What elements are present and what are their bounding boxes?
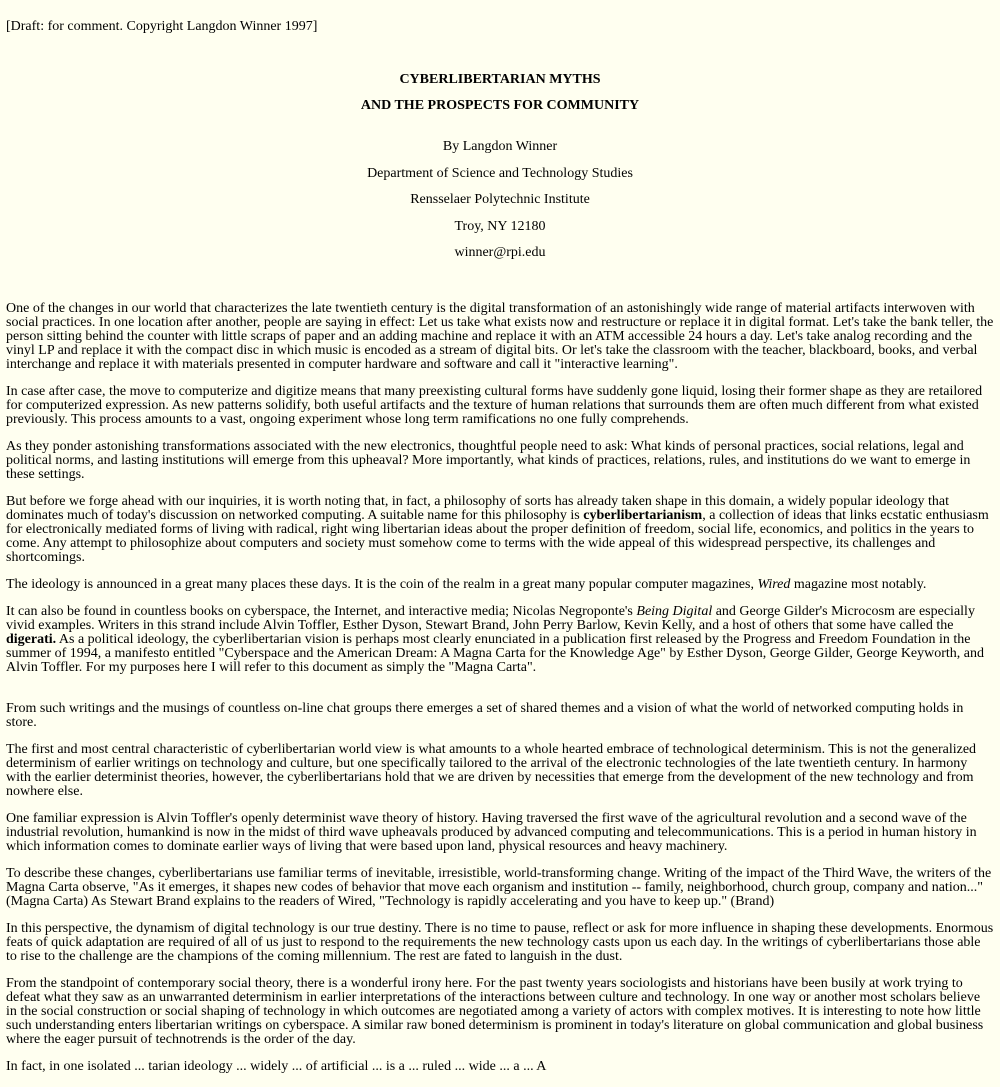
- paragraph-8: The first and most central characteristic of cyberlibertarian world view is what amounts to a whole hearted embrace of technological determinism. This is not the generalized determinism of earlier writings on technology and culture, but one specifically tailored to the arrival of the electronic technologies of the late twentieth century. In harmony with the earlier determinist theories, however, the cyberlibertarians hold that we are driven by necessities that emerge from the development of the new technology and from nowhere else.: [6, 742, 977, 799]
- paragraph-6-text-b: and George Gilder's Microcosm are especially vivid examples. Writers in this strand include Alvin Toffler, Esther Dyson, Stewart Brand, John Perry Barlow, Kevin Kelly, and a host of others that some have called the: [6, 604, 975, 633]
- paragraph-4-text-a: But before we forge ahead with our inquiries, it is worth noting that, in fact, a philosophy of sorts has already taken shape in this domain, a widely popular ideology that dominates much of today's discussion on networked computing. A suitable name for this philosophy is: [6, 494, 949, 523]
- paragraph-3: As they ponder astonishing transformations associated with the new electronics, thoughtful people need to ask: What kinds of personal practices, social relations, legal and political norms, and lasting institutions will emerge from this upheaval? More importantly, what kinds of practices, relations, rules, and institutions do we want to emerge in these settings.: [6, 439, 971, 482]
- title-being-digital: Being Digital: [636, 604, 713, 619]
- paragraph-11: In this perspective, the dynamism of digital technology is our true destiny. There is no time to pause, reflect or ask for more influence in shaping these developments. Enormous feats of quick adaptation are required of all of us just to respond to the requirements the new technology casts upon us each day. In the writings of cyberlibertarians those able to rise to the challenge are the champions of the coming millennium. The rest are fated to languish in the dust.: [6, 921, 994, 964]
- paragraph-4: [6, 495, 994, 565]
- paragraph-4-text-b: , a collection of ideas that links ecstatic enthusiasm for electronically mediated forms of living with radical, right wing libertarian ideas about the proper definition of freedom, social life, economics, and politics in the years to come. Any attempt to philosophize about computers and society must somehow come to terms with the wide appeal of this widespread perspective, its challenges and shortcomings.: [6, 508, 989, 565]
- author-email[interactable]: winner@rpi.edu: [454, 245, 546, 260]
- paragraph-6: [6, 605, 994, 675]
- author-byline: By Langdon Winner: [442, 139, 558, 154]
- title-line-2: AND THE PROSPECTS FOR COMMUNITY: [360, 98, 640, 113]
- term-digerati: digerati.: [6, 632, 57, 647]
- paragraph-6-text-c: As a political ideology, the cyberlibertarian vision is perhaps most clearly enunciated in a publication first released by the Progress and Freedom Foundation in the summer of 1994, a manifesto entitled "Cyberspace and the American Dream: A Magna Carta for the Knowledge Age" by Esther Dyson, George Gilder, George Keyworth, and Alvin Toffler. For my purposes here I will refer to this document as simply the "Magna Carta".: [6, 632, 985, 675]
- title-line-1: CYBERLIBERTARIAN MYTHS: [399, 72, 601, 87]
- paragraph-5-text-b: magazine most notably.: [790, 577, 927, 592]
- paragraph-1: One of the changes in our world that characterizes the late twentieth century is the digital transformation of an astonishingly wide range of material artifacts interwoven with social practices. In one location after another, people are saying in effect: Let us take what exists now and restructure or replace it in digital format. Let's take the bank teller, the person sitting behind the counter with little scraps of paper and an adding machine and replace it with an ATM accessible 24 hours a day. Let's take analog recording and the vinyl LP and replace it with the compact disc in which music is encoded as a stream of digital bits. Or let's take the classroom with the teacher, blackboard, books, and verbal interchange and replace it with materials presented in computer hardware and software and call it "interactive learning".: [6, 301, 994, 372]
- paragraph-13: In fact, in one isolated ... tarian ideology ... widely ... of artificial ... is a ... ruled ... wide ... a ... A: [6, 1059, 547, 1074]
- paragraph-6-text-a: It can also be found in countless books on cyberspace, the Internet, and interactive media; Nicolas Negroponte's: [6, 604, 637, 619]
- paragraph-12: From the standpoint of contemporary social theory, there is a wonderful irony here. For the past twenty years sociologists and historians have been busily at work trying to defeat what they saw as an unwarranted determinism in earlier interpretations of the interactions between culture and technology. In one way or another most scholars believe in the social construction or social shaping of technology in which outcomes are negotiated among a variety of actors with complex motives. It is interesting to note how little such understanding enters libertarian writings on cyberspace. A similar raw boned determinism is prominent in today's literature on global communication and global business where the eager pursuit of technotrends is the order of the day.: [6, 976, 984, 1047]
- paragraph-5: [6, 578, 994, 592]
- author-institution: Rensselaer Polytechnic Institute: [410, 192, 590, 207]
- draft-note: [Draft: for comment. Copyright Langdon Winner 1997]: [6, 19, 318, 34]
- paragraph-9: One familiar expression is Alvin Toffler's openly determinist wave theory of history. Having traversed the first wave of the agricultural revolution and a second wave of the industrial revolution, humankind is now in the midst of third wave upheavals produced by advanced computing and telecommunications. This is a period in human history in which information comes to dominate earlier ways of living that were based upon land, physical resources and heavy machinery.: [6, 811, 977, 854]
- paragraph-5-text-a: The ideology is announced in a great many places these days. It is the coin of the realm in a great many popular computer magazines,: [6, 577, 758, 592]
- author-city: Troy, NY 12180: [454, 219, 546, 234]
- author-department: Department of Science and Technology Studies: [367, 166, 633, 181]
- article-body: [6, 302, 994, 1087]
- title-wired: Wired: [757, 577, 791, 592]
- paragraph-2: In case after case, the move to computerize and digitize means that many preexisting cultural forms have suddenly gone liquid, losing their former shape as they are retailored for computerized expression. As new patterns solidify, both useful artifacts and the texture of human relations that surrounds them are often much different from what existed previously. This process amounts to a vast, ongoing experiment whose long term ramifications no one fully comprehends.: [6, 384, 983, 427]
- paragraph-7: From such writings and the musings of countless on-line chat groups there emerges a set of shared themes and a vision of what the world of networked computing holds in store.: [6, 701, 964, 730]
- term-cyberlibertarianism: cyberlibertarianism: [583, 508, 703, 523]
- paragraph-10: To describe these changes, cyberlibertarians use familiar terms of inevitable, irresistible, world-transforming change. Writing of the impact of the Third Wave, the writers of the Magna Carta observe, "As it emerges, it shapes new codes of behavior that move each organism and institution -- family, neighborhood, church group, company and nation..." (Magna Carta) As Stewart Brand explains to the readers of Wired, "Technology is rapidly accelerating and you have to keep up." (Brand): [6, 866, 992, 909]
